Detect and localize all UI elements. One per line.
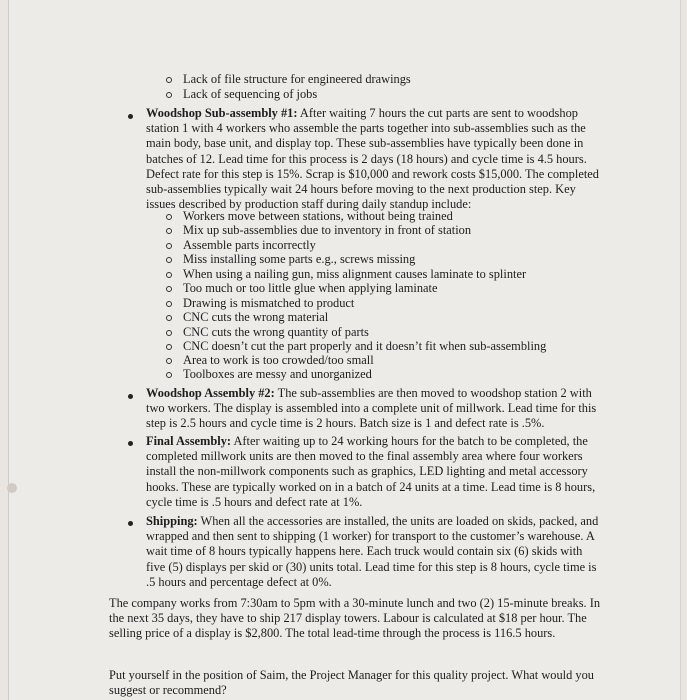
page-edge-mark [9, 478, 17, 500]
shipping-paragraph [146, 514, 600, 590]
section-heading: Woodshop Sub-assembly #1: [146, 106, 298, 120]
company-paragraph: The company works from 7:30am to 5pm with a 30-minute lunch and two (2) 15-minute breaks. In the next 35 days, they have to ship 217 display towers. Labour is calculated at $18 per hour. The selling price of a display is $2,800. The total lead-time through the process is 116.5 hours. [109, 596, 601, 641]
section-heading: Shipping: [146, 514, 198, 528]
bullet [128, 441, 133, 446]
section-text: When all the accessories are installed, the units are loaded on skids, packed, and wrapped and then sent to shipping (1 worker) for transport to the customer’s warehouse. A wait time of 8 hours typically happens here. Each truck would contain six (6) skids with five (5) displays per skid or (30) units total. Lead time for this step is 8 hours, cycle time is .5 hours and percentage defect at 0%. [146, 514, 599, 589]
section-text: After waiting up to 24 working hours for the batch to be completed, the completed millwork units are then moved to the final assembly area where four workers install the non-millwork components such as graphics, LED lighting and metal accessory hooks. These are typically worked on in a batch of 24 units at a time. Lead time is 8 hours, cycle time is .5 hours and defect rate at 1%. [146, 434, 596, 509]
woodshop-sub-assembly-paragraph [146, 106, 600, 212]
bullet [128, 394, 133, 399]
bullet [128, 521, 133, 526]
woodshop-assembly-paragraph [146, 386, 600, 432]
bullet [128, 114, 133, 119]
section-heading: Woodshop Assembly #2: [146, 386, 275, 400]
section-text: After waiting 7 hours the cut parts are sent to woodshop station 1 with 4 workers who assemble the parts together into sub-assemblies such as the main body, base unit, and display top. These sub-assemblies have typically been done in batches of 12. Lead time for this process is 2 days (18 hours) and cycle time is 4.5 hours. Defect rate for this step is 15%. Scrap is $10,000 and rework costs $15,000. The completed sub-assemblies typically wait 24 hours before moving to the next production step. Key issues described by production staff during daily standup include: [146, 106, 599, 212]
final-assembly-paragraph [146, 434, 600, 510]
question-paragraph: Put yourself in the position of Saim, the Project Manager for this quality project. What would you suggest or recommend? [109, 668, 594, 698]
section-heading: Final Assembly: [146, 434, 232, 448]
section-text: The sub-assemblies are then moved to woodshop station 2 with two workers. The display is assembled into a complete unit of millwork. Lead time for this step is 2.5 hours and cycle time is 2 hours. Batch size is 1 and defect rate is .5%. [146, 386, 597, 431]
